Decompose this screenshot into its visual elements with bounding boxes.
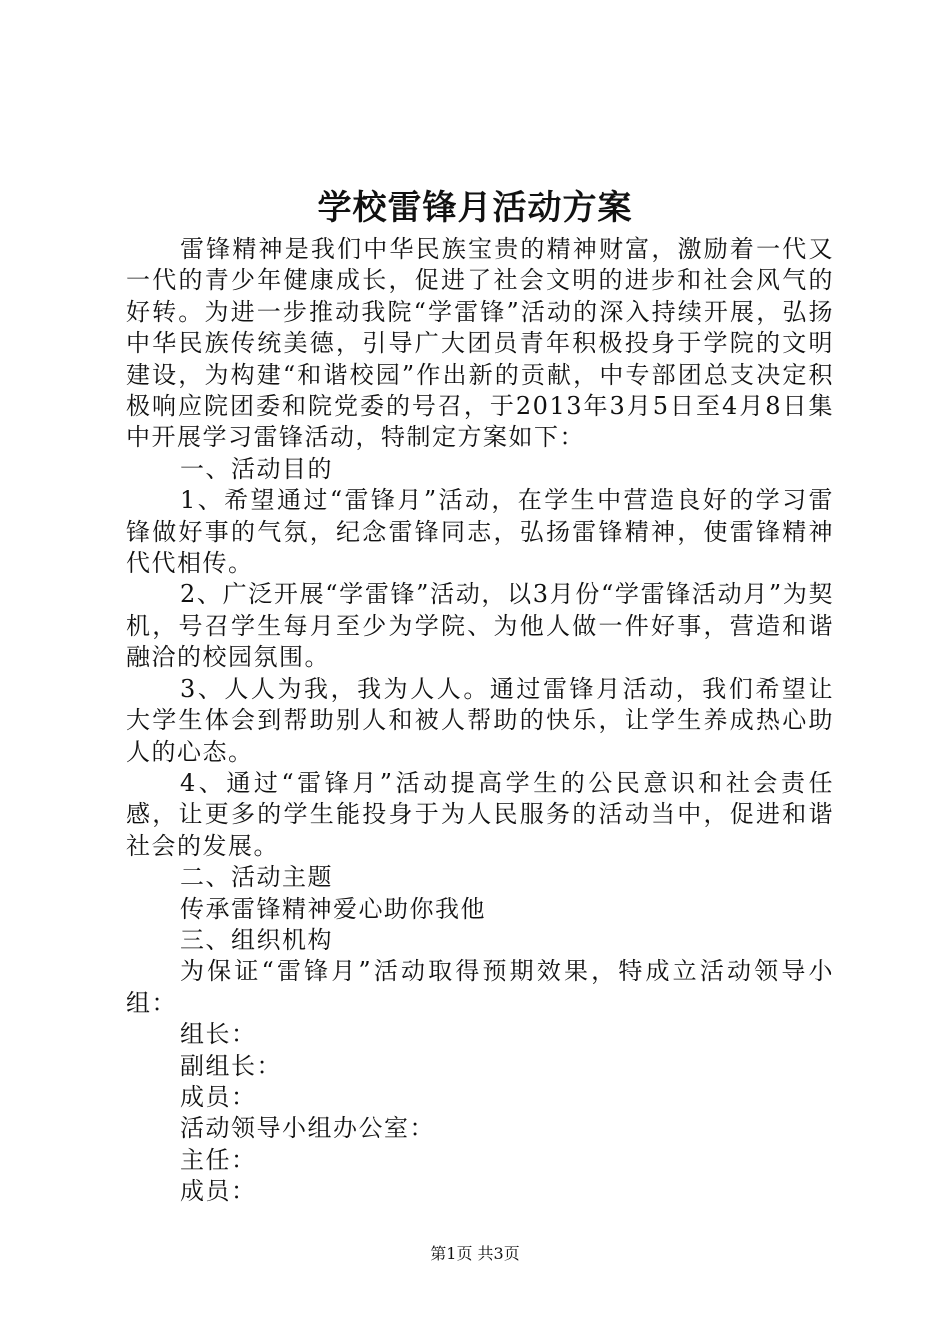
section-heading-organization: 三、组织机构 [180,925,333,954]
document-body [126,234,834,1208]
purpose-item: 3、人人为我，我为人人。通过雷锋月活动，我们希望让大学生体会到帮助别人和被人帮助的快乐，让学生养成热心助人的心态。 [126,674,834,766]
role-line: 主任： [180,1145,257,1174]
intro-paragraph: 雷锋精神是我们中华民族宝贵的精神财富，激励着一代又一代的青少年健康成长，促进了社会文明的进步和社会风气的好转。为进一步推动我院“学雷锋”活动的深入持续开展，弘扬中华民族传统美德，引导广大团员青年积极投身于学院的文明建设，为构建“和谐校园”作出新的贡献，中专部团总支决定积极响应院团委和院党委的号召，于2013年3月5日至4月8日集中开展学习雷锋活动，特制定方案如下： [126,235,834,452]
role-line: 成员： [180,1177,257,1206]
role-line: 成员： [180,1082,257,1111]
section-heading-theme: 二、活动主题 [180,863,333,892]
purpose-item: 2、广泛开展“学雷锋”活动，以3月份“学雷锋活动月”为契机，号召学生每月至少为学院、为他人做一件好事，营造和谐融洽的校园氛围。 [126,580,834,672]
page-footer: 第1页 共3页 [430,1244,520,1263]
section-heading-purpose: 一、活动目的 [180,454,333,483]
role-line: 活动领导小组办公室： [180,1114,435,1143]
role-line: 副组长： [180,1051,282,1080]
organization-intro: 为保证“雷锋月”活动取得预期效果，特成立活动领导小组： [126,957,834,1017]
theme-text: 传承雷锋精神爱心助你我他 [180,894,486,923]
role-line: 组长： [180,1020,257,1049]
document-title: 学校雷锋月活动方案 [317,188,633,228]
purpose-item: 4、通过“雷锋月”活动提高学生的公民意识和社会责任感，让更多的学生能投身于为人民服务的活动当中，促进和谐社会的发展。 [126,768,834,860]
purpose-item: 1、希望通过“雷锋月”活动，在学生中营造良好的学习雷锋做好事的气氛，纪念雷锋同志，弘扬雷锋精神，使雷锋精神代代相传。 [126,486,834,578]
